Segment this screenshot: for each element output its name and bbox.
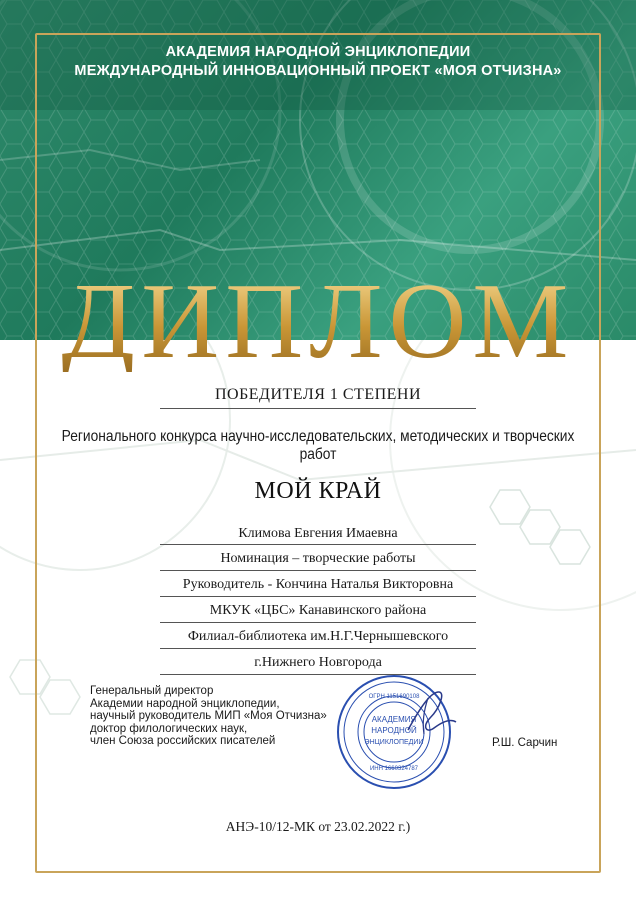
- supervisor: Руководитель - Кончина Наталья Викторовна: [182, 577, 454, 592]
- signatory-name: Р.Ш. Сарчин: [492, 737, 558, 749]
- divider: [160, 648, 476, 649]
- contest-name: Регионального конкурса научно-исследовательских, методических и творческих работ: [61, 428, 575, 463]
- divider: [160, 622, 476, 623]
- organization: МКУК «ЦБС» Канавинского района: [209, 603, 427, 618]
- nomination: Номинация – творческие работы: [220, 551, 416, 566]
- diploma-title: ДИПЛОМ: [0, 272, 636, 372]
- project-name: МЕЖДУНАРОДНЫЙ ИННОВАЦИОННЫЙ ПРОЕКТ «МОЯ ОТЧИЗНА»: [74, 63, 562, 79]
- signatory-line: член Союза российских писателей: [90, 735, 276, 748]
- signatory-title: [90, 685, 327, 748]
- document-number: АНЭ-10/12-МК от 23.02.2022 г.): [225, 819, 411, 834]
- stamp-inn: ИНН 1660324787: [369, 766, 419, 772]
- stamp-text: АКАДЕМИЯ: [371, 715, 417, 724]
- city: г.Нижнего Новгорода: [254, 655, 382, 670]
- signatory-line: Генеральный директор: [90, 685, 214, 697]
- divider: [160, 408, 476, 409]
- divider: [160, 596, 476, 597]
- participant-name: Климова Евгения Имаевна: [238, 526, 398, 541]
- degree-text: ПОБЕДИТЕЛЯ 1 СТЕПЕНИ: [214, 386, 422, 403]
- stamp-text: НАРОДНОЙ: [371, 726, 417, 735]
- work-title: МОЙ КРАЙ: [254, 478, 382, 504]
- stamp-ogrn: ОГРН 1151690108: [368, 694, 420, 700]
- academy-name: АКАДЕМИЯ НАРОДНОЙ ЭНЦИКЛОПЕДИИ: [165, 44, 471, 60]
- signatory-line: научный руководитель МИП «Моя Отчизна»: [90, 710, 327, 723]
- divider: [160, 570, 476, 571]
- stamp-text: ЭНЦИКЛОПЕДИИ: [364, 739, 424, 746]
- signatory-line: Академии народной энциклопедии,: [90, 697, 280, 710]
- handwritten-signature: [400, 688, 460, 738]
- divider: [160, 544, 476, 545]
- library-branch: Филиал-библиотека им.Н.Г.Чернышевского: [187, 629, 449, 644]
- signatory-line: доктор филологических наук,: [90, 722, 248, 735]
